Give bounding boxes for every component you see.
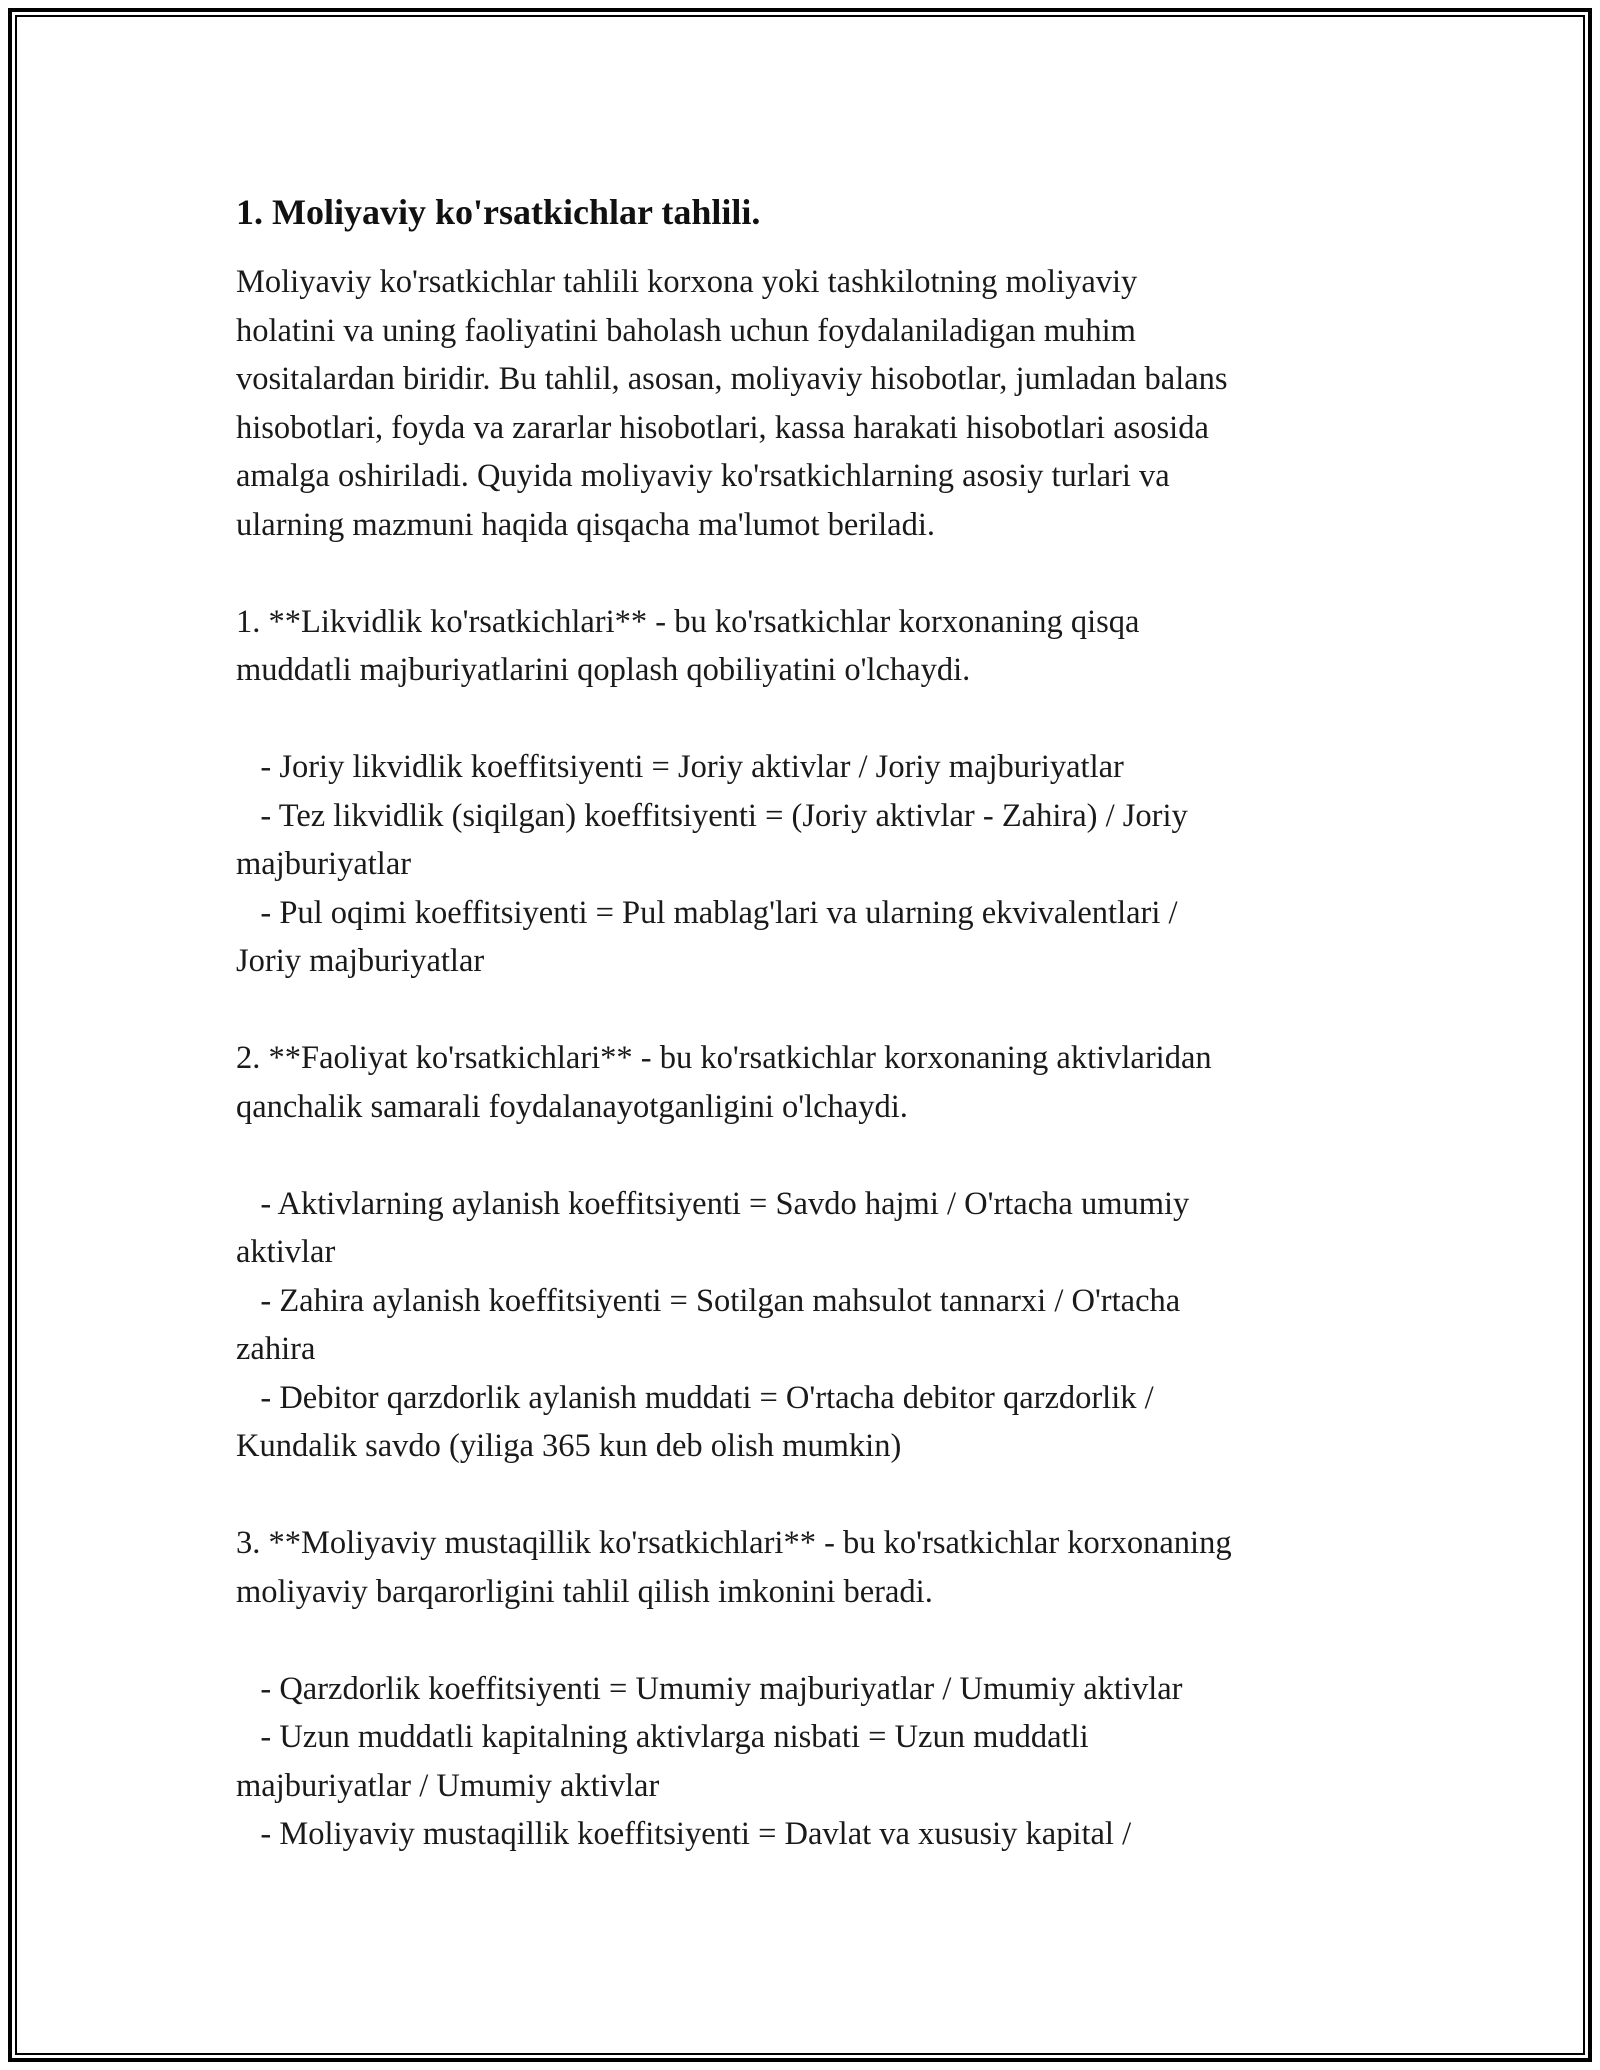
blank-line	[236, 1131, 1366, 1180]
text-line: holatini va uning faoliyatini baholash uchun foydalaniladigan muhim	[236, 312, 1136, 349]
text-line: aktivlar	[236, 1234, 336, 1270]
text-line: - Qarzdorlik koeffitsiyenti = Umumiy majburiyatlar / Umumiy aktivlar	[236, 1670, 1183, 1707]
text-line: Kundalik savdo (yiliga 365 kun deb olish mumkin)	[236, 1428, 902, 1464]
text-line: - Uzun muddatli kapitalning aktivlarga nisbati = Uzun muddatli	[236, 1719, 1089, 1755]
text-line: qanchalik samarali foydalanayotganligini o'lchaydi.	[236, 1088, 908, 1125]
text-line: majburiyatlar / Umumiy aktivlar	[236, 1767, 660, 1804]
text-line: - Tez likvidlik (siqilgan) koeffitsiyenti = (Joriy aktivlar - Zahira) / Joriy	[236, 797, 1188, 834]
text-line: hisobotlari, foyda va zararlar hisobotlari, kassa harakati hisobotlari asosida	[236, 409, 1209, 446]
blank-line	[236, 549, 1366, 598]
blank-line	[236, 986, 1366, 1035]
blank-line	[236, 695, 1366, 744]
page-title: 1. Moliyaviy ko'rsatkichlar tahlili.	[236, 192, 761, 232]
text-line: Moliyaviy ko'rsatkichlar tahlili korxona yoki tashkilotning moliyaviy	[236, 264, 1138, 300]
text-line: - Joriy likvidlik koeffitsiyenti = Joriy aktivlar / Joriy majburiyatlar	[236, 749, 1124, 785]
text-line: - Debitor qarzdorlik aylanish muddati = O'rtacha debitor qarzdorlik /	[236, 1379, 1154, 1416]
blank-line	[236, 1471, 1366, 1520]
blank-line	[236, 1616, 1366, 1665]
text-line: zahira	[236, 1331, 316, 1367]
text-line: - Aktivlarning aylanish koeffitsiyenti = Savdo hajmi / O'rtacha umumiy	[236, 1185, 1190, 1222]
text-line: 3. **Moliyaviy mustaqillik ko'rsatkichlari** - bu ko'rsatkichlar korxonaning	[236, 1525, 1232, 1561]
text-line: 1. **Likvidlik ko'rsatkichlari** - bu ko'rsatkichlar korxonaning qisqa	[236, 603, 1140, 640]
text-line: - Pul oqimi koeffitsiyenti = Pul mablag'lari va ularning ekvivalentlari /	[236, 894, 1178, 931]
text-line: amalga oshiriladi. Quyida moliyaviy ko'rsatkichlarning asosiy turlari va	[236, 458, 1170, 494]
text-line: - Moliyaviy mustaqillik koeffitsiyenti = Davlat va xususiy kapital /	[236, 1816, 1132, 1852]
text-line: majburiyatlar	[236, 846, 412, 882]
text-line: ularning mazmuni haqida qisqacha ma'lumot beriladi.	[236, 506, 935, 543]
text-line: - Zahira aylanish koeffitsiyenti = Sotilgan mahsulot tannarxi / O'rtacha	[236, 1282, 1181, 1319]
text-line: muddatli majburiyatlarini qoplash qobiliyatini o'lchaydi.	[236, 652, 971, 688]
text-line: Joriy majburiyatlar	[236, 943, 485, 979]
document-text	[236, 258, 1366, 1859]
text-line: vositalardan biridir. Bu tahlil, asosan, moliyaviy hisobotlar, jumladan balans	[236, 361, 1228, 397]
document-body	[236, 188, 1366, 1859]
text-line: 2. **Faoliyat ko'rsatkichlari** - bu ko'rsatkichlar korxonaning aktivlaridan	[236, 1040, 1212, 1076]
text-line: moliyaviy barqarorligini tahlil qilish imkonini beradi.	[236, 1573, 933, 1610]
